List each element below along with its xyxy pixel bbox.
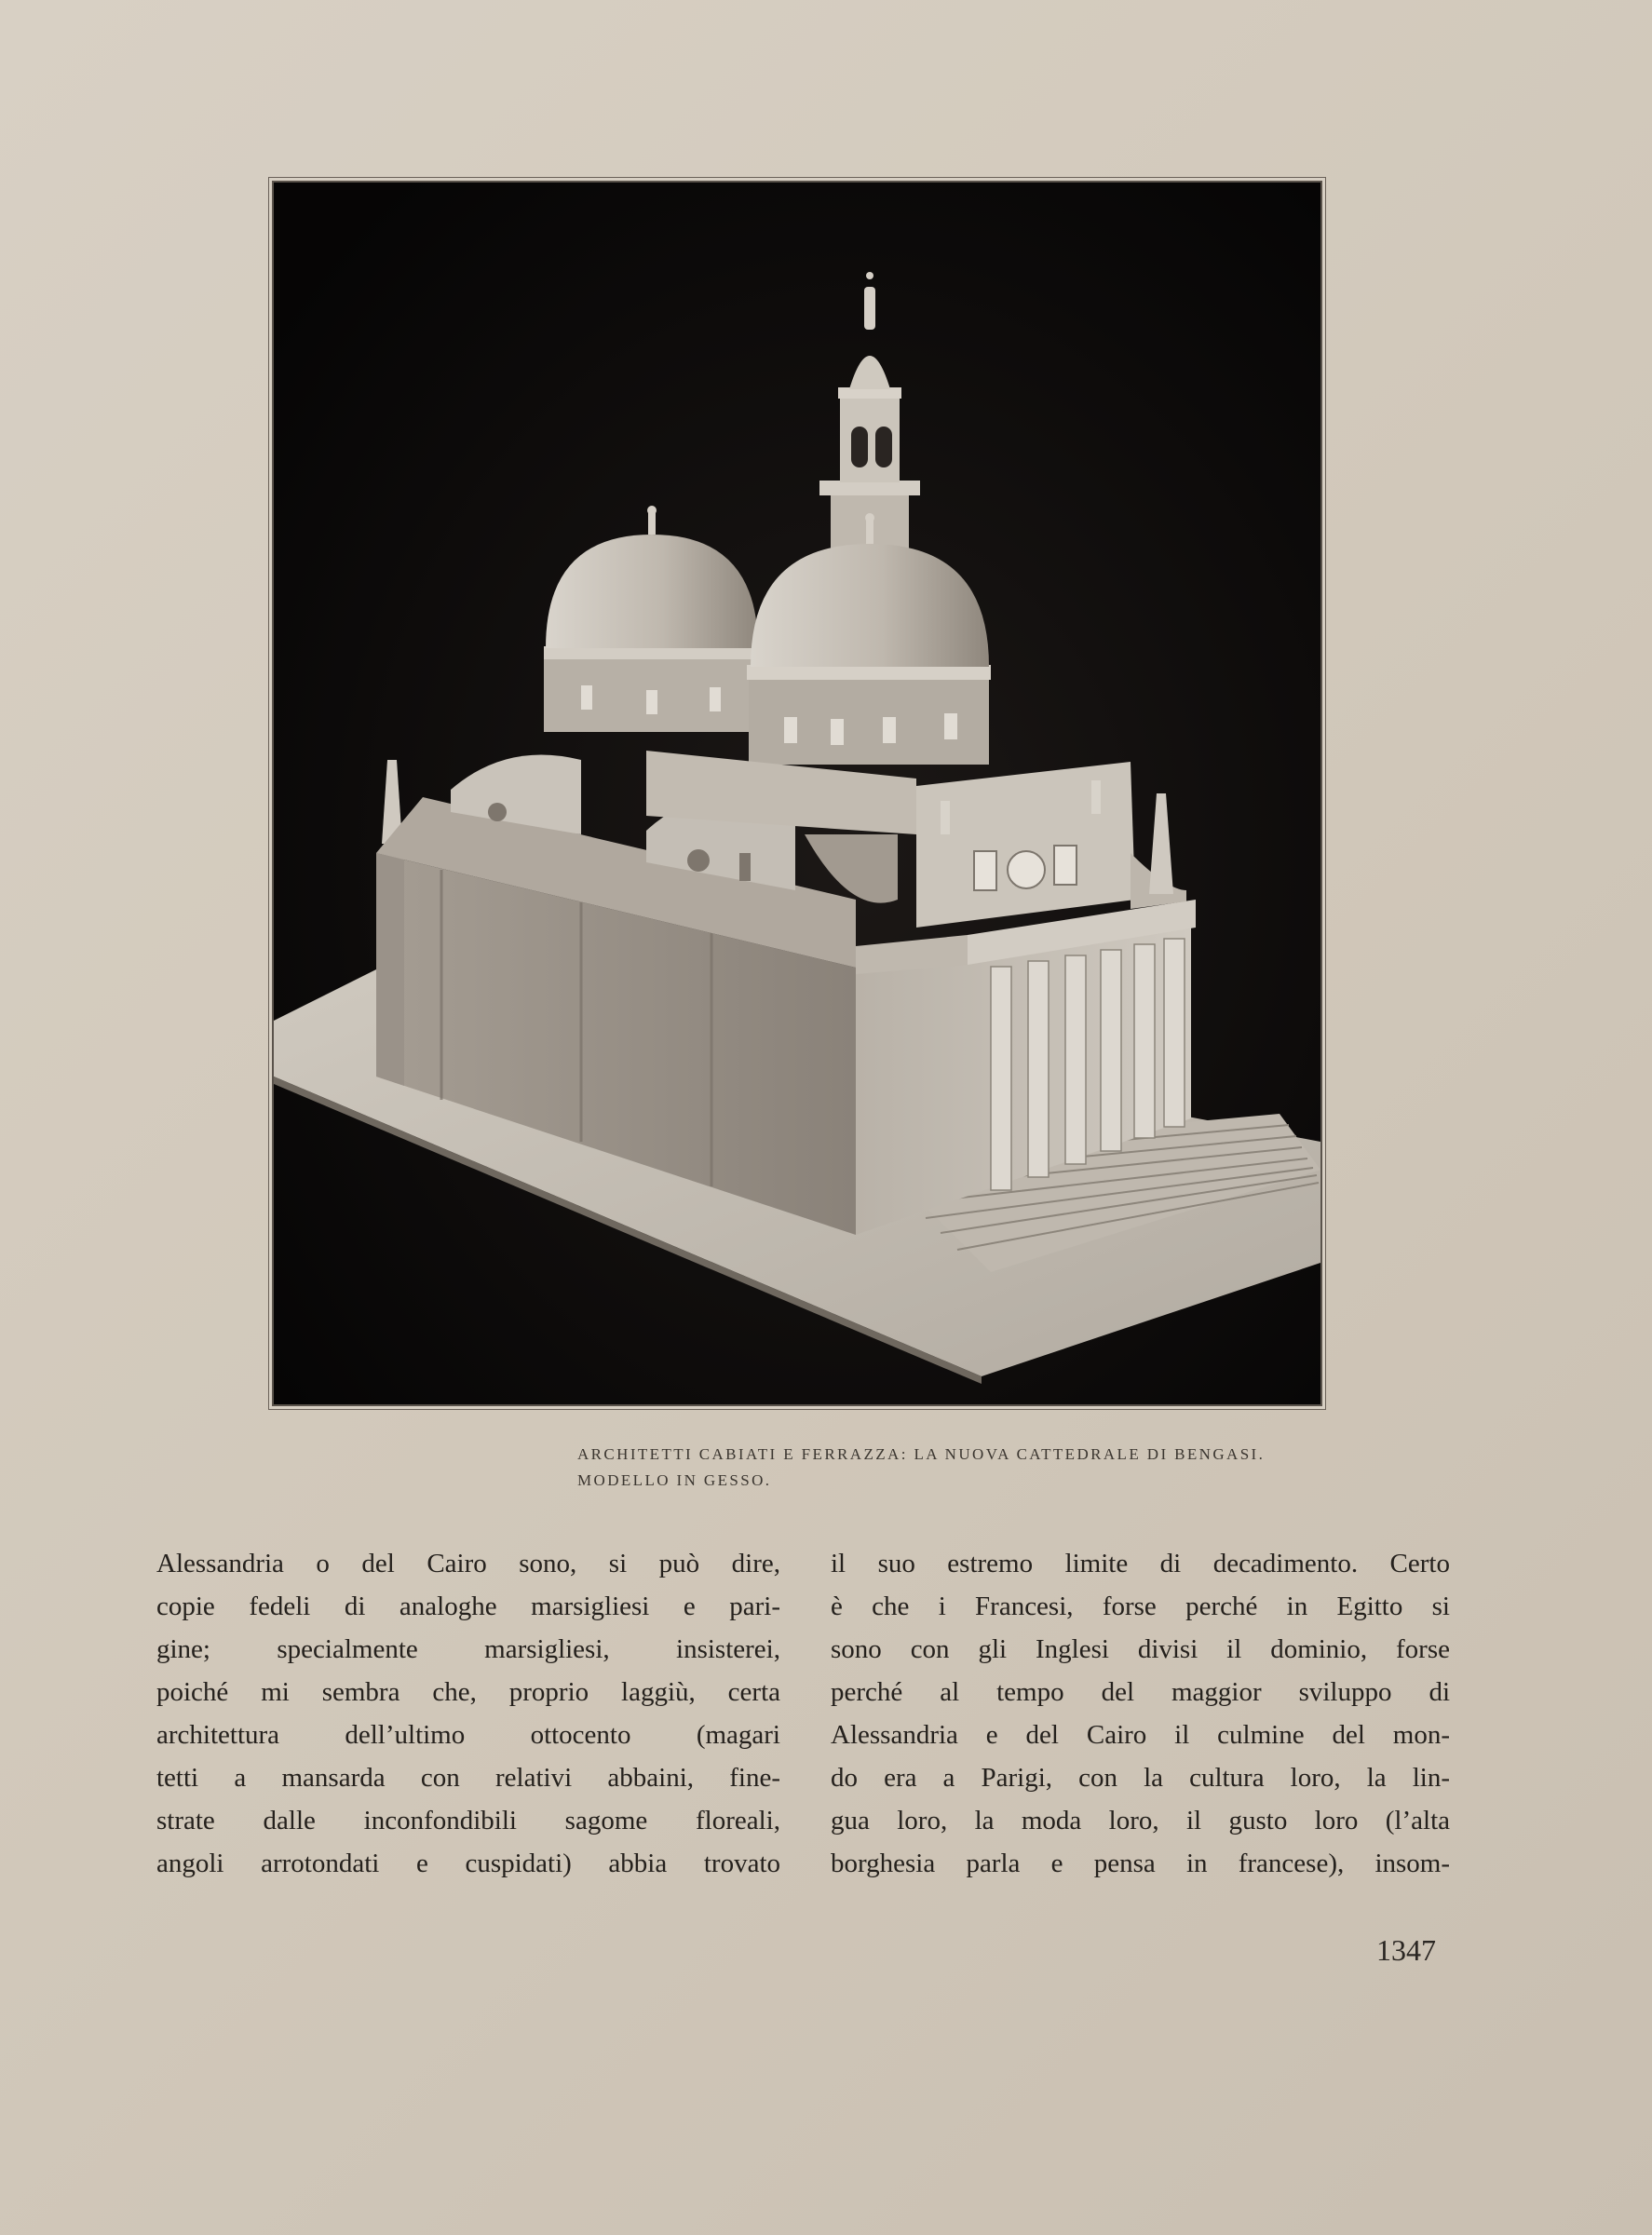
- page-number: 1347: [1376, 1933, 1436, 1967]
- text-line: architettura dell’ultimo ottocento (magari: [156, 1720, 780, 1750]
- text-line: il suo estremo limite di decadimento. Certo: [831, 1549, 1450, 1578]
- cathedral-model-photo: [272, 181, 1322, 1406]
- text-column-right: [831, 1542, 1450, 1885]
- text-line: copie fedeli di analoghe marsigliesi e pari-: [156, 1592, 780, 1621]
- text-line: è che i Francesi, forse perché in Egitto si: [831, 1592, 1450, 1621]
- text-line: perché al tempo del maggior sviluppo di: [831, 1677, 1450, 1707]
- text-line: tetti a mansarda con relativi abbaini, fine-: [156, 1763, 780, 1793]
- cathedral-model-illustration: [274, 183, 1320, 1404]
- text-line: borghesia parla e pensa in francese), insom-: [831, 1849, 1450, 1878]
- text-line: angoli arrotondati e cuspidati) abbia trovato: [156, 1849, 780, 1878]
- text-line: gua loro, la moda loro, il gusto loro (l’alta: [831, 1806, 1450, 1835]
- text-line: do era a Parigi, con la cultura loro, la lin-: [831, 1763, 1450, 1793]
- text-line: strate dalle inconfondibili sagome floreali,: [156, 1806, 780, 1835]
- figure-caption: [577, 1442, 1322, 1494]
- text-line: gine; specialmente marsigliesi, insisterei,: [156, 1634, 780, 1664]
- text-column-left: [156, 1542, 780, 1885]
- text-line: sono con gli Inglesi divisi il dominio, forse: [831, 1634, 1450, 1664]
- caption-line: ARCHITETTI CABIATI E FERRAZZA: LA NUOVA CATTEDRALE DI BENGASI.: [577, 1445, 1266, 1463]
- text-line: Alessandria e del Cairo il culmine del mon-: [831, 1720, 1450, 1750]
- caption-line: MODELLO IN GESSO.: [577, 1471, 772, 1489]
- text-line: Alessandria o del Cairo sono, si può dire,: [156, 1549, 780, 1578]
- text-line: poiché mi sembra che, proprio laggiù, certa: [156, 1677, 780, 1707]
